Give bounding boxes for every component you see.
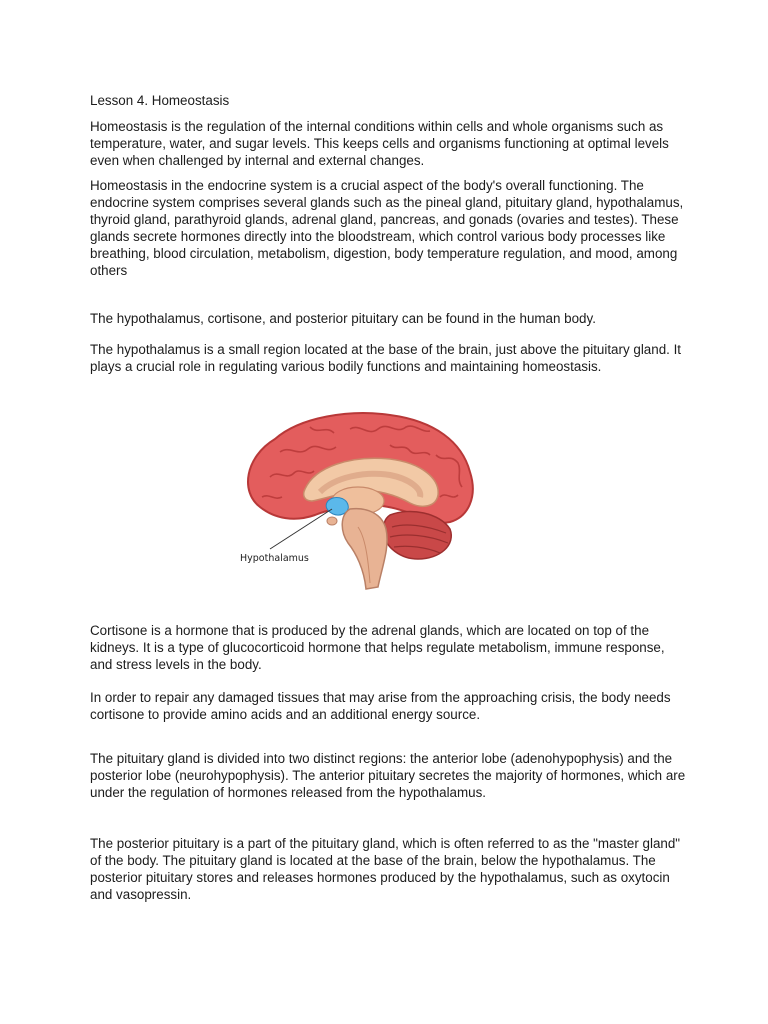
- hypothalamus-region: [326, 498, 348, 515]
- paragraph-cortisone: Cortisone is a hormone that is produced by the adrenal glands, which are located on top of the kidneys. It is a type of glucocorticoid hormone that helps regulate metabolism, immune response, and stress levels in the body.: [90, 623, 665, 672]
- document-page: [90, 92, 690, 903]
- paragraph-hypothalamus: The hypothalamus is a small region located at the base of the brain, just above the pituitary gland. It plays a crucial role in regulating various bodily functions and maintaining homeostasis.: [90, 342, 682, 374]
- brainstem: [342, 509, 387, 589]
- paragraph-body-parts: The hypothalamus, cortisone, and posterior pituitary can be found in the human body.: [90, 311, 596, 326]
- brain-diagram: [200, 397, 510, 595]
- paragraph-endocrine-system: Homeostasis in the endocrine system is a crucial aspect of the body's overall functioning. The endocrine system comprises several glands such as the pineal gland, pituitary gland, hypothalamus, thyroid gland, parathyroid glands, adrenal gland, pancreas, and gonads (ovaries and testes). These glands secrete hormones directly into the bloodstream, which control various body processes like breathing, blood circulation, metabolism, digestion, body temperature regulation, and mood, among others: [90, 178, 684, 278]
- paragraph-cortisone-repair: In order to repair any damaged tissues that may arise from the approaching crisis, the body needs cortisone to provide amino acids and an additional energy source.: [90, 690, 671, 722]
- paragraph-homeostasis-definition: Homeostasis is the regulation of the internal conditions within cells and whole organisms such as temperature, water, and sugar levels. This keeps cells and organisms functioning at optimal levels even when challenged by internal and external changes.: [90, 119, 669, 168]
- hypothalamus-label: Hypothalamus: [240, 553, 309, 564]
- brain-illustration: [200, 397, 510, 595]
- paragraph-posterior-pituitary: The posterior pituitary is a part of the pituitary gland, which is often referred to as the "master gland" of the body. The pituitary gland is located at the base of the brain, below the hypothalamus. The posterior pituitary stores and releases hormones produced by the hypothalamus, such as oxytocin and vasopressin.: [90, 836, 681, 902]
- lesson-title: Lesson 4. Homeostasis: [90, 93, 230, 108]
- paragraph-pituitary-regions: The pituitary gland is divided into two distinct regions: the anterior lobe (adenohypophysis) and the posterior lobe (neurohypophysis). The anterior pituitary secretes the majority of hormones, which are under the regulation of hormones released from the hypothalamus.: [90, 751, 686, 800]
